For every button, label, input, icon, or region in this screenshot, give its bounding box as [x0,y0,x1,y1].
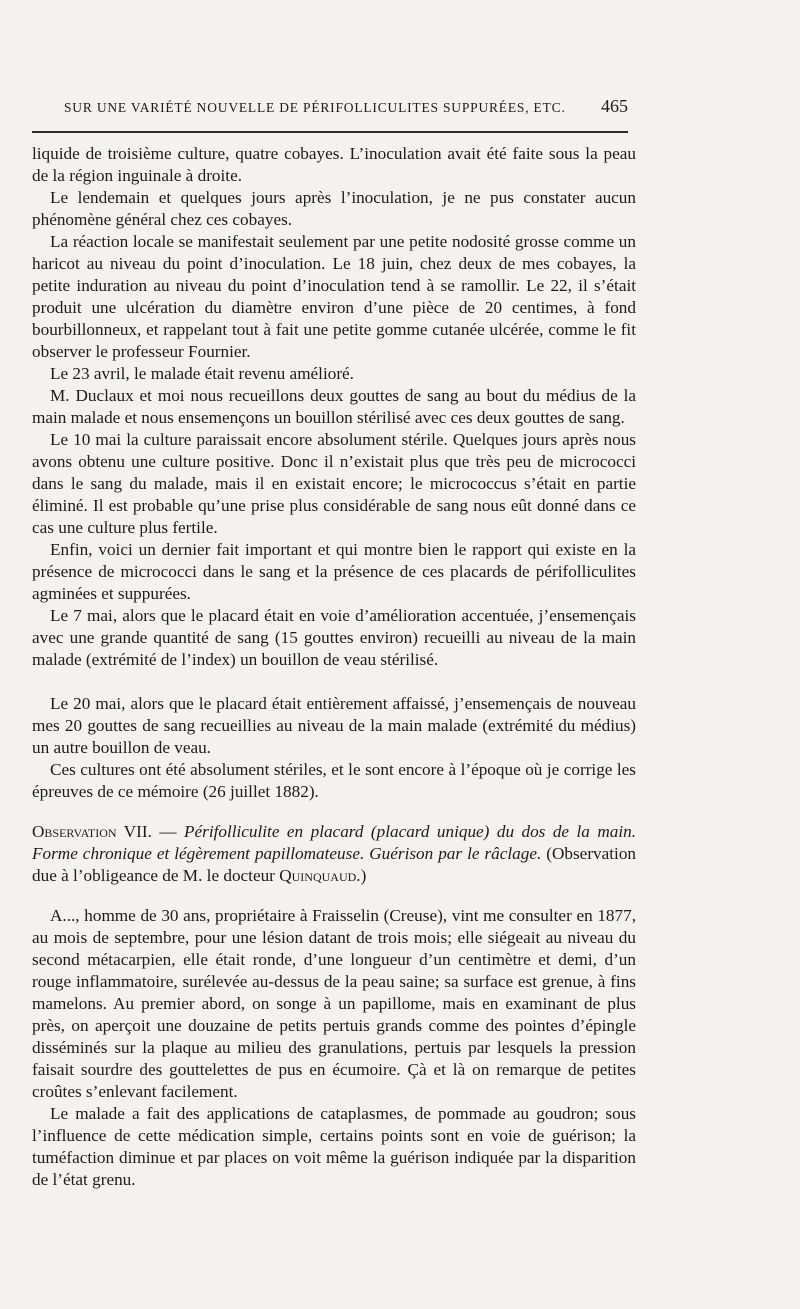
case-paragraph: A..., homme de 30 ans, propriétaire à Fraisselin (Creuse), vint me consulter en 1877, au mois de septembre, pour une lésion datant de trois mois; elle siégeait au niveau du second métacarpien, elle était ronde, d’une longueur d’un centimètre et demi, d’un rouge inflammatoire, surélevée au-dessus de la peau saine; sa surface est grenue, à fins mamelons. Au premier abord, on songe à un papillome, mais en examinant de plus près, on aperçoit une douzaine de petits pertuis grands comme des pointes d’épingle disséminés sur la plaque au milieu des granulations, pertuis par lesquels la pression faisait sourdre des gouttelettes de pus en écumoire. Çà et là on remarque de petites croûtes s’enlevant facilement. [32,906,636,1101]
running-title: SUR UNE VARIÉTÉ NOUVELLE DE PÉRIFOLLICULITES SUPPURÉES, ETC. [64,100,566,115]
spacer [32,887,636,905]
paragraph: Le lendemain et quelques jours après l’inoculation, je ne pus constater aucun phénomène général chez ces cobayes. [32,188,636,229]
paragraph: Enfin, voici un dernier fait important et qui montre bien le rapport qui existe en la présence de micrococci dans le sang et la présence de ces placards de périfolliculites agminées et suppurées. [32,540,636,603]
paragraph: Le 23 avril, le malade était revenu amélioré. [50,364,354,383]
observation-title: Périfolliculite en placard (placard unique) du dos de la main. Forme chronique et légèrement papillomateuse. Guérison par le râclage. [32,822,637,863]
paragraph: Le 20 mai, alors que le placard était entièrement affaissé, j’ensemençais de nouveau mes 20 gouttes de sang recueillies au niveau de la main malade (extrémité du médius) un autre bouillon de veau. [32,694,636,757]
observation-credit-prefix: (Observation due à l’obligeance de M. le docteur [32,844,636,885]
spacer [32,671,636,693]
spacer [32,803,636,821]
paragraph: La réaction locale se manifestait seulement par une petite nodosité grosse comme un haricot au niveau du point d’inoculation. Le 18 juin, chez deux de mes cobayes, la petite induration au niveau du point d’inoculation tend à se ramollir. Le 22, il s’était produit une ulcération du diamètre environ d’une pièce de 20 centimes, à fond bourbillonneux, et rappelant tout à fait une petite gomme cutanée ulcérée, comme le fit observer le professeur Fournier. [32,232,636,361]
header-rule [32,131,628,133]
observation-credit-name: Quinquaud [279,866,357,885]
case-paragraph: Le malade a fait des applications de cataplasmes, de pommade au goudron; sous l’influence de cette médication simple, certains points sont en voie de guérison; la tuméfaction diminue et par places on voit même la guérison indiquée par la disparition de l’état grenu. [32,1104,636,1189]
paragraph: M. Duclaux et moi nous recueillons deux gouttes de sang au bout du médius de la main malade et nous ensemençons un bouillon stérilisé avec ces deux gouttes de sang. [32,386,636,427]
observation-credit-suffix: .) [356,866,367,885]
paragraph: Le 10 mai la culture paraissait encore absolument stérile. Quelques jours après nous avons obtenu une culture positive. Donc il n’existait plus que très peu de micrococci dans le sang du malade, mais il en existait encore; le micrococcus s’était en partie éliminé. Il est probable qu’une prise plus considérable de sang nous eût donné dans ce cas une culture plus fertile. [32,430,636,537]
paragraph: Le 7 mai, alors que le placard était en voie d’amélioration accentuée, j’ensemençais avec une grande quantité de sang (15 gouttes environ) recueilli au niveau de la main malade (extrémité de l’index) un bouillon de veau stérilisé. [32,606,636,669]
observation-dash: — [151,822,184,841]
paragraph: Ces cultures ont été absolument stériles, et le sont encore à l’époque où je corrige les épreuves de ce mémoire (26 juillet 1882). [32,760,636,801]
observation-heading [32,821,636,887]
observation-label: Observation VII. [32,822,152,841]
page-header [64,96,628,120]
body-text [32,143,636,1191]
page-number: 465 [601,96,628,116]
paragraph-continued: liquide de troisième culture, quatre cobayes. L’inoculation avait été faite sous la peau de la région inguinale à droite. [32,144,636,185]
